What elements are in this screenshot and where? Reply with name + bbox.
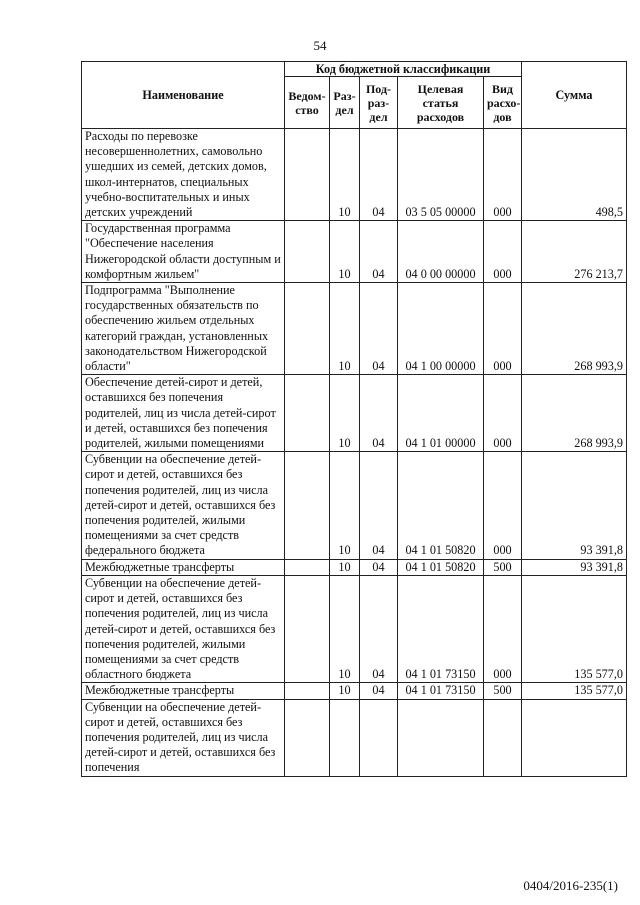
cell-summa: 268 993,9 bbox=[522, 283, 627, 375]
cell-razdel: 10 bbox=[330, 575, 360, 682]
cell-summa bbox=[522, 699, 627, 776]
header-razdel: Раз-дел bbox=[330, 77, 360, 129]
cell-podrazdel: 04 bbox=[360, 375, 398, 452]
cell-tselevaya: 04 1 01 73150 bbox=[398, 683, 484, 699]
table-row bbox=[82, 375, 627, 452]
cell-vedomstvo bbox=[285, 559, 330, 575]
table-row bbox=[82, 129, 627, 221]
cell-tselevaya: 04 1 01 50820 bbox=[398, 559, 484, 575]
cell-tselevaya: 03 5 05 00000 bbox=[398, 129, 484, 221]
page-number: 54 bbox=[313, 38, 327, 53]
cell-podrazdel: 04 bbox=[360, 683, 398, 699]
cell-summa: 135 577,0 bbox=[522, 575, 627, 682]
cell-vid bbox=[484, 699, 522, 776]
cell-razdel: 10 bbox=[330, 559, 360, 575]
header-code-group: Код бюджетной классификации bbox=[285, 62, 522, 77]
cell-name: Подпрограмма "Выполнение государственных обязательств по обеспечению жильем отдельных категорий граждан, установленных законодательством Нижегородской области" bbox=[82, 283, 285, 375]
cell-tselevaya: 04 1 00 00000 bbox=[398, 283, 484, 375]
cell-summa: 135 577,0 bbox=[522, 683, 627, 699]
cell-razdel: 10 bbox=[330, 221, 360, 283]
cell-tselevaya: 04 1 01 73150 bbox=[398, 575, 484, 682]
cell-vedomstvo bbox=[285, 283, 330, 375]
cell-summa: 93 391,8 bbox=[522, 452, 627, 559]
cell-summa: 276 213,7 bbox=[522, 221, 627, 283]
header-vedomstvo: Ведом-ство bbox=[285, 77, 330, 129]
cell-vid: 000 bbox=[484, 221, 522, 283]
cell-razdel: 10 bbox=[330, 283, 360, 375]
cell-tselevaya: 04 1 01 00000 bbox=[398, 375, 484, 452]
cell-vedomstvo bbox=[285, 452, 330, 559]
cell-name: Межбюджетные трансферты bbox=[82, 683, 285, 699]
table-row bbox=[82, 221, 627, 283]
cell-summa: 93 391,8 bbox=[522, 559, 627, 575]
cell-vid: 000 bbox=[484, 575, 522, 682]
cell-podrazdel: 04 bbox=[360, 575, 398, 682]
cell-summa: 268 993,9 bbox=[522, 375, 627, 452]
cell-name: Обеспечение детей-сирот и детей, оставшихся без попечения родителей, лиц из числа детей-сирот и детей, оставшихся без попечения родителей, жилыми помещениями bbox=[82, 375, 285, 452]
cell-razdel: 10 bbox=[330, 129, 360, 221]
header-sum: Сумма bbox=[522, 62, 627, 129]
cell-vedomstvo bbox=[285, 699, 330, 776]
cell-vedomstvo bbox=[285, 221, 330, 283]
cell-summa: 498,5 bbox=[522, 129, 627, 221]
cell-podrazdel: 04 bbox=[360, 221, 398, 283]
cell-name: Субвенции на обеспечение детей-сирот и детей, оставшихся без попечения родителей, лиц из числа детей-сирот и детей, оставшихся без попечения родителей, жилыми помещениями за счет средств федерального бюджета bbox=[82, 452, 285, 559]
cell-name: Субвенции на обеспечение детей-сирот и детей, оставшихся без попечения родителей, лиц из числа детей-сирот и детей, оставшихся без попечения родителей, жилыми помещениями за счет средств областного бюджета bbox=[82, 575, 285, 682]
header-podrazdel: Под-раз-дел bbox=[360, 77, 398, 129]
cell-name: Расходы по перевозке несовершеннолетних, самовольно ушедших из семей, детских домов, школ-интернатов, специальных учебно-воспитательных и иных детских учреждений bbox=[82, 129, 285, 221]
header-name: Наименование bbox=[82, 62, 285, 129]
document-code: 0404/2016-235(1) bbox=[523, 878, 618, 893]
table-row bbox=[82, 283, 627, 375]
cell-tselevaya: 04 0 00 00000 bbox=[398, 221, 484, 283]
cell-tselevaya: 04 1 01 50820 bbox=[398, 452, 484, 559]
cell-vedomstvo bbox=[285, 575, 330, 682]
cell-vid: 000 bbox=[484, 283, 522, 375]
cell-vedomstvo bbox=[285, 375, 330, 452]
budget-table bbox=[81, 61, 627, 777]
cell-razdel: 10 bbox=[330, 452, 360, 559]
table-row bbox=[82, 575, 627, 682]
cell-vid: 500 bbox=[484, 559, 522, 575]
cell-podrazdel: 04 bbox=[360, 129, 398, 221]
cell-name: Субвенции на обеспечение детей-сирот и детей, оставшихся без попечения родителей, лиц из числа детей-сирот и детей, оставшихся без попечения bbox=[82, 699, 285, 776]
cell-razdel bbox=[330, 699, 360, 776]
cell-vedomstvo bbox=[285, 683, 330, 699]
cell-tselevaya bbox=[398, 699, 484, 776]
cell-razdel: 10 bbox=[330, 375, 360, 452]
cell-podrazdel: 04 bbox=[360, 452, 398, 559]
table-row bbox=[82, 452, 627, 559]
table-body bbox=[82, 129, 627, 777]
cell-vid: 000 bbox=[484, 375, 522, 452]
header-vid: Вид расхо-дов bbox=[484, 77, 522, 129]
cell-podrazdel: 04 bbox=[360, 283, 398, 375]
cell-vid: 500 bbox=[484, 683, 522, 699]
cell-razdel: 10 bbox=[330, 683, 360, 699]
cell-vedomstvo bbox=[285, 129, 330, 221]
table-row bbox=[82, 559, 627, 575]
cell-podrazdel bbox=[360, 699, 398, 776]
header-tselevaya: Целевая статья расходов bbox=[398, 77, 484, 129]
table-row bbox=[82, 683, 627, 699]
cell-podrazdel: 04 bbox=[360, 559, 398, 575]
cell-vid: 000 bbox=[484, 452, 522, 559]
cell-name: Межбюджетные трансферты bbox=[82, 559, 285, 575]
table-row bbox=[82, 699, 627, 776]
cell-vid: 000 bbox=[484, 129, 522, 221]
cell-name: Государственная программа "Обеспечение населения Нижегородской области доступным и комфортным жильем" bbox=[82, 221, 285, 283]
